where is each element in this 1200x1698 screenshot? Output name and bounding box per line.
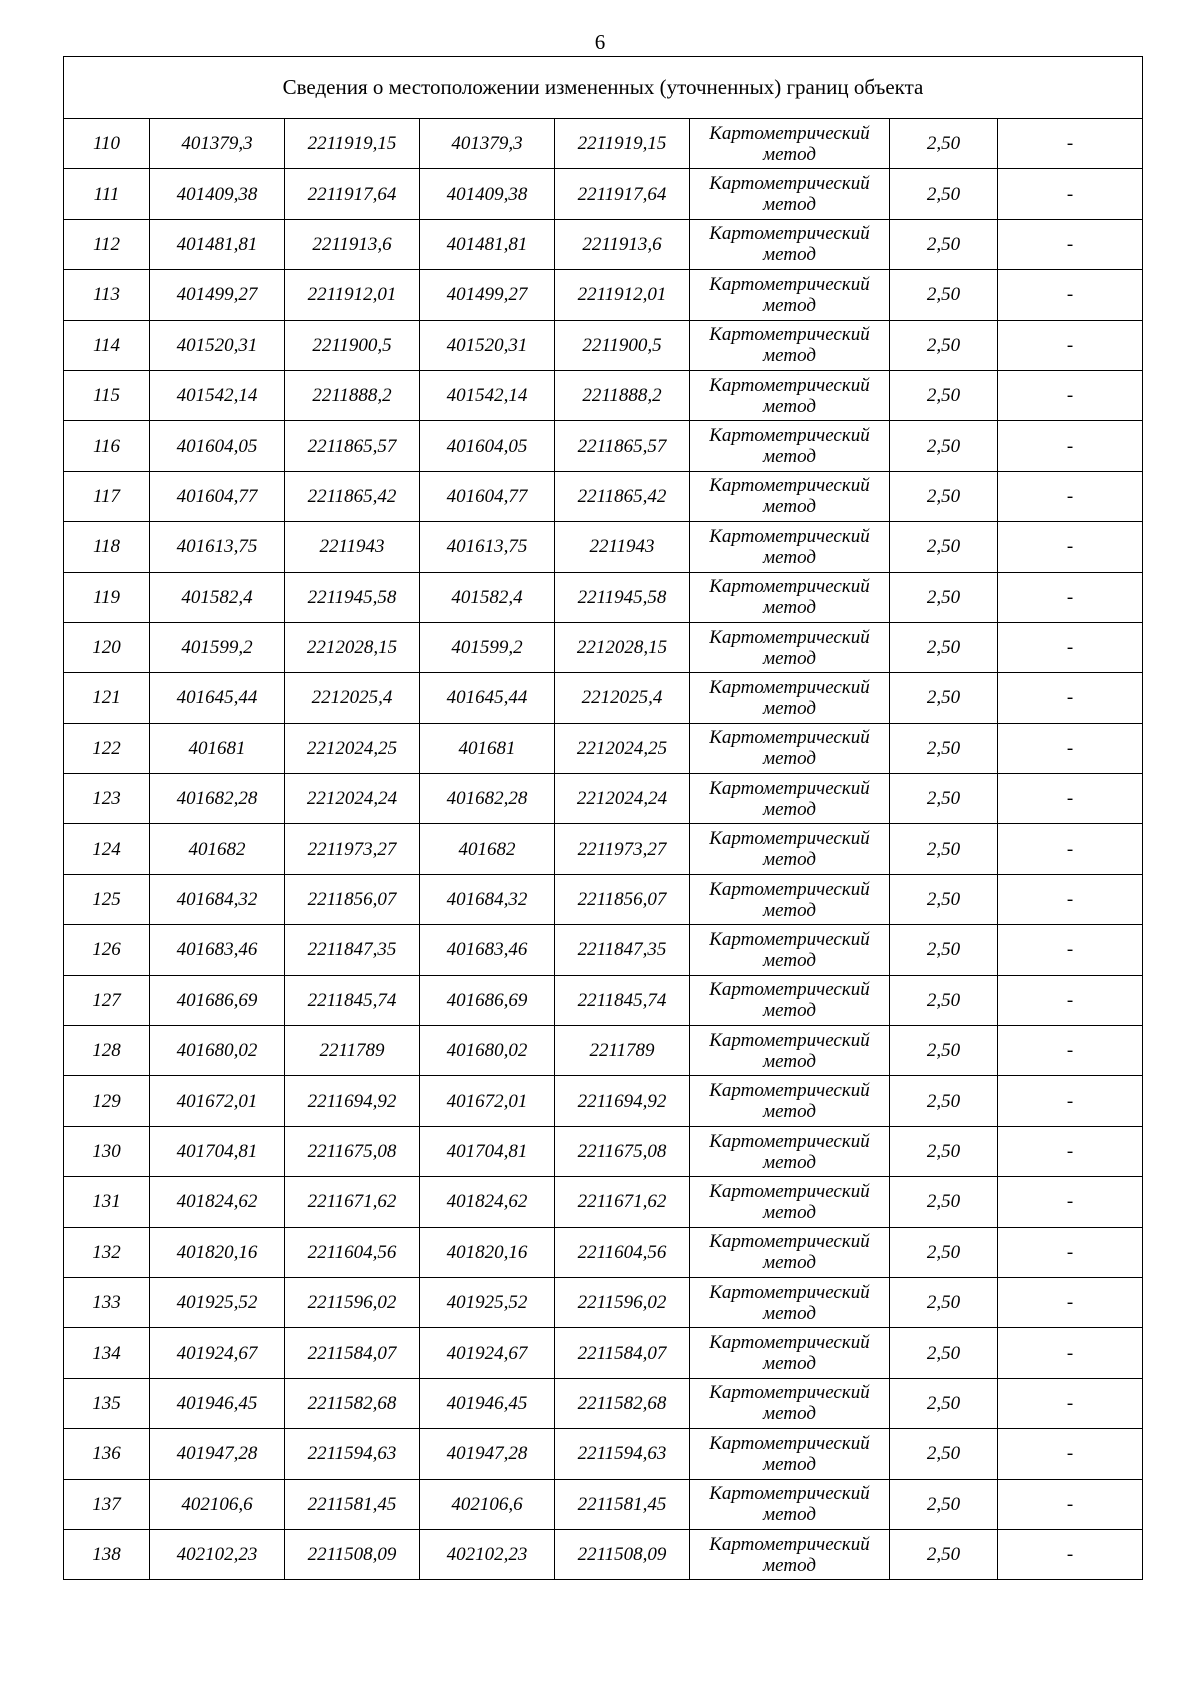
table-body xyxy=(64,119,1143,1580)
refined-y-cell: 2211604,56 xyxy=(555,1227,690,1277)
refined-y-cell: 2211594,63 xyxy=(555,1429,690,1479)
method-cell: Картометрический метод xyxy=(690,270,890,320)
refined-y-cell: 2211973,27 xyxy=(555,824,690,874)
accuracy-cell: 2,50 xyxy=(890,774,998,824)
existing-y-cell: 2211596,02 xyxy=(285,1277,420,1327)
point-number-cell: 124 xyxy=(64,824,150,874)
note-cell: - xyxy=(998,673,1143,723)
existing-x-cell: 401820,16 xyxy=(150,1227,285,1277)
table-row xyxy=(64,1126,1143,1176)
existing-y-cell: 2211900,5 xyxy=(285,320,420,370)
existing-y-cell: 2211789 xyxy=(285,1026,420,1076)
accuracy-cell: 2,50 xyxy=(890,1076,998,1126)
existing-x-cell: 401947,28 xyxy=(150,1429,285,1479)
refined-x-cell: 401682 xyxy=(420,824,555,874)
table-row xyxy=(64,471,1143,521)
accuracy-cell: 2,50 xyxy=(890,471,998,521)
accuracy-cell: 2,50 xyxy=(890,1429,998,1479)
boundary-coordinates-table xyxy=(63,56,1143,1580)
table-title: Сведения о местоположении измененных (уточненных) границ объекта xyxy=(64,57,1143,119)
existing-y-cell: 2211847,35 xyxy=(285,925,420,975)
existing-x-cell: 401924,67 xyxy=(150,1328,285,1378)
table-row xyxy=(64,522,1143,572)
note-cell: - xyxy=(998,723,1143,773)
table-row xyxy=(64,622,1143,672)
note-cell: - xyxy=(998,219,1143,269)
table-row xyxy=(64,723,1143,773)
method-cell: Картометрический метод xyxy=(690,1277,890,1327)
table-row xyxy=(64,1378,1143,1428)
note-cell: - xyxy=(998,1328,1143,1378)
refined-y-cell: 2211865,57 xyxy=(555,421,690,471)
accuracy-cell: 2,50 xyxy=(890,1277,998,1327)
table-row xyxy=(64,270,1143,320)
refined-x-cell: 401684,32 xyxy=(420,874,555,924)
refined-x-cell: 401686,69 xyxy=(420,975,555,1025)
existing-x-cell: 401499,27 xyxy=(150,270,285,320)
method-cell: Картометрический метод xyxy=(690,572,890,622)
point-number-cell: 112 xyxy=(64,219,150,269)
existing-x-cell: 401682,28 xyxy=(150,774,285,824)
refined-x-cell: 401645,44 xyxy=(420,673,555,723)
refined-y-cell: 2211900,5 xyxy=(555,320,690,370)
existing-y-cell: 2211913,6 xyxy=(285,219,420,269)
method-cell: Картометрический метод xyxy=(690,522,890,572)
note-cell: - xyxy=(998,572,1143,622)
existing-y-cell: 2211604,56 xyxy=(285,1227,420,1277)
existing-x-cell: 401582,4 xyxy=(150,572,285,622)
existing-x-cell: 401613,75 xyxy=(150,522,285,572)
point-number-cell: 128 xyxy=(64,1026,150,1076)
existing-x-cell: 402102,23 xyxy=(150,1529,285,1579)
note-cell: - xyxy=(998,975,1143,1025)
point-number-cell: 129 xyxy=(64,1076,150,1126)
refined-y-cell: 2212024,25 xyxy=(555,723,690,773)
note-cell: - xyxy=(998,1277,1143,1327)
table-row xyxy=(64,1277,1143,1327)
accuracy-cell: 2,50 xyxy=(890,1479,998,1529)
refined-y-cell: 2211582,68 xyxy=(555,1378,690,1428)
point-number-cell: 118 xyxy=(64,522,150,572)
refined-y-cell: 2211789 xyxy=(555,1026,690,1076)
point-number-cell: 111 xyxy=(64,169,150,219)
note-cell: - xyxy=(998,774,1143,824)
refined-x-cell: 401520,31 xyxy=(420,320,555,370)
refined-x-cell: 401599,2 xyxy=(420,622,555,672)
method-cell: Картометрический метод xyxy=(690,119,890,169)
point-number-cell: 135 xyxy=(64,1378,150,1428)
accuracy-cell: 2,50 xyxy=(890,119,998,169)
existing-y-cell: 2211694,92 xyxy=(285,1076,420,1126)
existing-x-cell: 402106,6 xyxy=(150,1479,285,1529)
point-number-cell: 127 xyxy=(64,975,150,1025)
refined-y-cell: 2211845,74 xyxy=(555,975,690,1025)
refined-x-cell: 401680,02 xyxy=(420,1026,555,1076)
refined-y-cell: 2211584,07 xyxy=(555,1328,690,1378)
point-number-cell: 137 xyxy=(64,1479,150,1529)
point-number-cell: 126 xyxy=(64,925,150,975)
note-cell: - xyxy=(998,1076,1143,1126)
refined-y-cell: 2211919,15 xyxy=(555,119,690,169)
table-row xyxy=(64,774,1143,824)
accuracy-cell: 2,50 xyxy=(890,975,998,1025)
existing-y-cell: 2212024,24 xyxy=(285,774,420,824)
method-cell: Картометрический метод xyxy=(690,1076,890,1126)
existing-y-cell: 2211865,57 xyxy=(285,421,420,471)
table-row xyxy=(64,1177,1143,1227)
point-number-cell: 121 xyxy=(64,673,150,723)
point-number-cell: 132 xyxy=(64,1227,150,1277)
accuracy-cell: 2,50 xyxy=(890,219,998,269)
existing-y-cell: 2211945,58 xyxy=(285,572,420,622)
existing-x-cell: 401682 xyxy=(150,824,285,874)
refined-y-cell: 2211508,09 xyxy=(555,1529,690,1579)
table-row xyxy=(64,421,1143,471)
refined-x-cell: 401542,14 xyxy=(420,370,555,420)
method-cell: Картометрический метод xyxy=(690,370,890,420)
method-cell: Картометрический метод xyxy=(690,723,890,773)
refined-y-cell: 2212025,4 xyxy=(555,673,690,723)
existing-y-cell: 2211845,74 xyxy=(285,975,420,1025)
refined-x-cell: 401820,16 xyxy=(420,1227,555,1277)
existing-x-cell: 401686,69 xyxy=(150,975,285,1025)
accuracy-cell: 2,50 xyxy=(890,622,998,672)
accuracy-cell: 2,50 xyxy=(890,824,998,874)
point-number-cell: 122 xyxy=(64,723,150,773)
existing-x-cell: 401681 xyxy=(150,723,285,773)
refined-x-cell: 401604,77 xyxy=(420,471,555,521)
refined-x-cell: 401947,28 xyxy=(420,1429,555,1479)
refined-x-cell: 401379,3 xyxy=(420,119,555,169)
accuracy-cell: 2,50 xyxy=(890,1378,998,1428)
refined-x-cell: 401672,01 xyxy=(420,1076,555,1126)
refined-y-cell: 2211581,45 xyxy=(555,1479,690,1529)
existing-x-cell: 401704,81 xyxy=(150,1126,285,1176)
existing-y-cell: 2212024,25 xyxy=(285,723,420,773)
method-cell: Картометрический метод xyxy=(690,421,890,471)
accuracy-cell: 2,50 xyxy=(890,370,998,420)
accuracy-cell: 2,50 xyxy=(890,270,998,320)
point-number-cell: 133 xyxy=(64,1277,150,1327)
existing-y-cell: 2211973,27 xyxy=(285,824,420,874)
table-row xyxy=(64,572,1143,622)
accuracy-cell: 2,50 xyxy=(890,169,998,219)
existing-y-cell: 2211594,63 xyxy=(285,1429,420,1479)
existing-y-cell: 2211856,07 xyxy=(285,874,420,924)
table-row xyxy=(64,975,1143,1025)
point-number-cell: 119 xyxy=(64,572,150,622)
method-cell: Картометрический метод xyxy=(690,1026,890,1076)
refined-x-cell: 401704,81 xyxy=(420,1126,555,1176)
existing-x-cell: 401604,05 xyxy=(150,421,285,471)
table-row xyxy=(64,874,1143,924)
existing-x-cell: 401599,2 xyxy=(150,622,285,672)
table-row xyxy=(64,925,1143,975)
method-cell: Картометрический метод xyxy=(690,622,890,672)
method-cell: Картометрический метод xyxy=(690,1529,890,1579)
refined-x-cell: 401409,38 xyxy=(420,169,555,219)
table-row xyxy=(64,1227,1143,1277)
refined-y-cell: 2211856,07 xyxy=(555,874,690,924)
note-cell: - xyxy=(998,824,1143,874)
refined-y-cell: 2211847,35 xyxy=(555,925,690,975)
refined-y-cell: 2211671,62 xyxy=(555,1177,690,1227)
existing-x-cell: 401680,02 xyxy=(150,1026,285,1076)
note-cell: - xyxy=(998,1227,1143,1277)
method-cell: Картометрический метод xyxy=(690,925,890,975)
note-cell: - xyxy=(998,1479,1143,1529)
note-cell: - xyxy=(998,1529,1143,1579)
accuracy-cell: 2,50 xyxy=(890,874,998,924)
point-number-cell: 134 xyxy=(64,1328,150,1378)
existing-y-cell: 2211888,2 xyxy=(285,370,420,420)
existing-x-cell: 401672,01 xyxy=(150,1076,285,1126)
accuracy-cell: 2,50 xyxy=(890,673,998,723)
method-cell: Картометрический метод xyxy=(690,1378,890,1428)
point-number-cell: 120 xyxy=(64,622,150,672)
point-number-cell: 138 xyxy=(64,1529,150,1579)
method-cell: Картометрический метод xyxy=(690,1227,890,1277)
refined-x-cell: 401613,75 xyxy=(420,522,555,572)
refined-y-cell: 2212024,24 xyxy=(555,774,690,824)
refined-x-cell: 401499,27 xyxy=(420,270,555,320)
point-number-cell: 115 xyxy=(64,370,150,420)
point-number-cell: 136 xyxy=(64,1429,150,1479)
existing-y-cell: 2211581,45 xyxy=(285,1479,420,1529)
method-cell: Картометрический метод xyxy=(690,673,890,723)
note-cell: - xyxy=(998,874,1143,924)
table-row xyxy=(64,1328,1143,1378)
refined-y-cell: 2212028,15 xyxy=(555,622,690,672)
table-row xyxy=(64,169,1143,219)
method-cell: Картометрический метод xyxy=(690,219,890,269)
note-cell: - xyxy=(998,370,1143,420)
existing-x-cell: 401481,81 xyxy=(150,219,285,269)
point-number-cell: 130 xyxy=(64,1126,150,1176)
refined-x-cell: 401824,62 xyxy=(420,1177,555,1227)
existing-x-cell: 401604,77 xyxy=(150,471,285,521)
refined-y-cell: 2211912,01 xyxy=(555,270,690,320)
accuracy-cell: 2,50 xyxy=(890,1529,998,1579)
method-cell: Картометрический метод xyxy=(690,320,890,370)
refined-x-cell: 401925,52 xyxy=(420,1277,555,1327)
note-cell: - xyxy=(998,622,1143,672)
note-cell: - xyxy=(998,1026,1143,1076)
note-cell: - xyxy=(998,1126,1143,1176)
refined-x-cell: 401683,46 xyxy=(420,925,555,975)
existing-x-cell: 401520,31 xyxy=(150,320,285,370)
existing-x-cell: 401379,3 xyxy=(150,119,285,169)
accuracy-cell: 2,50 xyxy=(890,1177,998,1227)
method-cell: Картометрический метод xyxy=(690,1126,890,1176)
refined-y-cell: 2211943 xyxy=(555,522,690,572)
note-cell: - xyxy=(998,1429,1143,1479)
point-number-cell: 114 xyxy=(64,320,150,370)
note-cell: - xyxy=(998,1378,1143,1428)
existing-y-cell: 2211943 xyxy=(285,522,420,572)
refined-x-cell: 402102,23 xyxy=(420,1529,555,1579)
existing-x-cell: 401946,45 xyxy=(150,1378,285,1428)
note-cell: - xyxy=(998,169,1143,219)
accuracy-cell: 2,50 xyxy=(890,1227,998,1277)
existing-y-cell: 2211919,15 xyxy=(285,119,420,169)
existing-y-cell: 2212028,15 xyxy=(285,622,420,672)
existing-x-cell: 401409,38 xyxy=(150,169,285,219)
existing-y-cell: 2211917,64 xyxy=(285,169,420,219)
page-number: 6 xyxy=(594,30,606,54)
refined-x-cell: 401681 xyxy=(420,723,555,773)
method-cell: Картометрический метод xyxy=(690,471,890,521)
table-row xyxy=(64,1026,1143,1076)
table-row xyxy=(64,219,1143,269)
accuracy-cell: 2,50 xyxy=(890,320,998,370)
note-cell: - xyxy=(998,522,1143,572)
point-number-cell: 123 xyxy=(64,774,150,824)
refined-y-cell: 2211913,6 xyxy=(555,219,690,269)
table-row xyxy=(64,320,1143,370)
refined-y-cell: 2211675,08 xyxy=(555,1126,690,1176)
refined-x-cell: 401481,81 xyxy=(420,219,555,269)
method-cell: Картометрический метод xyxy=(690,1177,890,1227)
note-cell: - xyxy=(998,925,1143,975)
table-row xyxy=(64,824,1143,874)
note-cell: - xyxy=(998,421,1143,471)
method-cell: Картометрический метод xyxy=(690,824,890,874)
table-row xyxy=(64,673,1143,723)
existing-x-cell: 401824,62 xyxy=(150,1177,285,1227)
method-cell: Картометрический метод xyxy=(690,1328,890,1378)
method-cell: Картометрический метод xyxy=(690,975,890,1025)
method-cell: Картометрический метод xyxy=(690,1429,890,1479)
refined-y-cell: 2211596,02 xyxy=(555,1277,690,1327)
note-cell: - xyxy=(998,1177,1143,1227)
refined-y-cell: 2211888,2 xyxy=(555,370,690,420)
refined-y-cell: 2211694,92 xyxy=(555,1076,690,1126)
existing-x-cell: 401645,44 xyxy=(150,673,285,723)
existing-y-cell: 2211508,09 xyxy=(285,1529,420,1579)
existing-y-cell: 2211912,01 xyxy=(285,270,420,320)
existing-y-cell: 2211582,68 xyxy=(285,1378,420,1428)
method-cell: Картометрический метод xyxy=(690,169,890,219)
method-cell: Картометрический метод xyxy=(690,1479,890,1529)
table-row xyxy=(64,1529,1143,1579)
note-cell: - xyxy=(998,320,1143,370)
method-cell: Картометрический метод xyxy=(690,874,890,924)
accuracy-cell: 2,50 xyxy=(890,723,998,773)
table-row xyxy=(64,119,1143,169)
method-cell: Картометрический метод xyxy=(690,774,890,824)
accuracy-cell: 2,50 xyxy=(890,1026,998,1076)
note-cell: - xyxy=(998,119,1143,169)
existing-y-cell: 2211865,42 xyxy=(285,471,420,521)
point-number-cell: 117 xyxy=(64,471,150,521)
existing-x-cell: 401925,52 xyxy=(150,1277,285,1327)
refined-x-cell: 401604,05 xyxy=(420,421,555,471)
refined-y-cell: 2211945,58 xyxy=(555,572,690,622)
table-row xyxy=(64,370,1143,420)
accuracy-cell: 2,50 xyxy=(890,522,998,572)
table-row xyxy=(64,1479,1143,1529)
existing-y-cell: 2211584,07 xyxy=(285,1328,420,1378)
point-number-cell: 131 xyxy=(64,1177,150,1227)
refined-x-cell: 401924,67 xyxy=(420,1328,555,1378)
table-row xyxy=(64,1076,1143,1126)
note-cell: - xyxy=(998,270,1143,320)
refined-y-cell: 2211865,42 xyxy=(555,471,690,521)
accuracy-cell: 2,50 xyxy=(890,572,998,622)
point-number-cell: 125 xyxy=(64,874,150,924)
existing-y-cell: 2211671,62 xyxy=(285,1177,420,1227)
accuracy-cell: 2,50 xyxy=(890,421,998,471)
table-row xyxy=(64,1429,1143,1479)
note-cell: - xyxy=(998,471,1143,521)
refined-x-cell: 401582,4 xyxy=(420,572,555,622)
point-number-cell: 116 xyxy=(64,421,150,471)
point-number-cell: 110 xyxy=(64,119,150,169)
refined-x-cell: 402106,6 xyxy=(420,1479,555,1529)
existing-x-cell: 401684,32 xyxy=(150,874,285,924)
existing-x-cell: 401683,46 xyxy=(150,925,285,975)
point-number-cell: 113 xyxy=(64,270,150,320)
refined-y-cell: 2211917,64 xyxy=(555,169,690,219)
accuracy-cell: 2,50 xyxy=(890,1328,998,1378)
existing-y-cell: 2212025,4 xyxy=(285,673,420,723)
refined-x-cell: 401682,28 xyxy=(420,774,555,824)
refined-x-cell: 401946,45 xyxy=(420,1378,555,1428)
existing-y-cell: 2211675,08 xyxy=(285,1126,420,1176)
accuracy-cell: 2,50 xyxy=(890,925,998,975)
existing-x-cell: 401542,14 xyxy=(150,370,285,420)
accuracy-cell: 2,50 xyxy=(890,1126,998,1176)
